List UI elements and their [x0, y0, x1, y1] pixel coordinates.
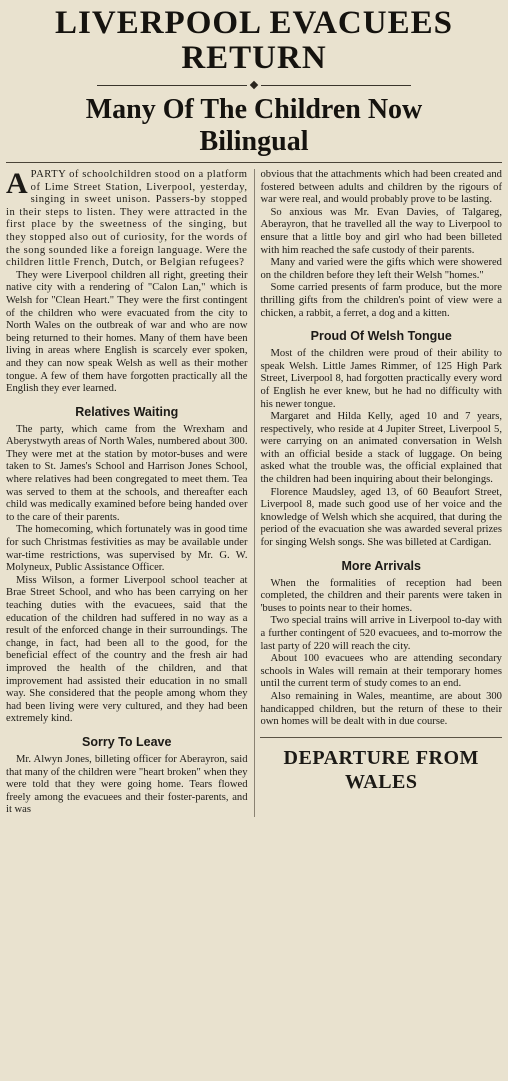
next-headline-line-1: DEPARTURE FROM — [283, 746, 479, 769]
paragraph: Margaret and Hilda Kelly, aged 10 and 7 years, respectively, who reside at 4 Jupiter Street, Liverpool 5, were carrying on an animated conversation in Welsh with an official beside a stack of luggage. On being asked what the trouble was, the official explained that the children had been inquiring about their belongings. — [260, 411, 502, 486]
paragraph: They were Liverpool children all right, greeting their native city with a rendering of "Calon Lan," which is Welsh for "Clean Heart." They were the first contingent of the children who were evacuated from the city to North Wales on the outbreak of war and who are now being returned to their homes. Many of them have been living in areas where English is scarcely ever spoken, and they can now speak Welsh as well as their mother tongue. A few of them have forgotten practically all the English they ever learned. — [6, 269, 248, 395]
section-heading: Proud Of Welsh Tongue — [310, 329, 452, 344]
diamond-ornament — [250, 81, 258, 89]
paragraph: Some carried presents of farm produce, but the more thrilling gifts from the children's point of view were a chicken, a rabbit, a ferret, a dog and a kitten. — [260, 282, 502, 319]
subheadline-line-1: Many Of The Children Now — [85, 94, 423, 125]
subheadline-line-2: Bilingual — [199, 126, 309, 157]
paragraph: The homecoming, which fortunately was in good time for such Christmas festivities as may be available under war-time restrictions, was supervised by Mr. G. W. Molyneux, Public Assistance Officer. — [6, 524, 248, 574]
section-heading: Relatives Waiting — [75, 404, 179, 419]
headline-line-1: LIVERPOOL EVACUEES — [55, 5, 453, 41]
paragraph: Mr. Alwyn Jones, billeting officer for Aberayron, said that many of the children were "heart broken" when they were told that they were going home. Tears flowed freely among the evacuees and their foster-parents, and it was — [6, 753, 248, 816]
headline-line-2: RETURN — [181, 40, 327, 76]
paragraph: Two special trains will arrive in Liverpool to-day with a further contingent of 520 evacuees, and to-morrow the last party of 220 will reach the city. — [260, 615, 502, 652]
paragraph: When the formalities of reception had been completed, the children and their parents were taken in 'buses to points near to their homes. — [260, 577, 502, 614]
section-heading: More Arrivals — [341, 558, 421, 573]
divider — [260, 737, 502, 738]
paragraph: Also remaining in Wales, meantime, are about 300 handicapped children, but the return of these to their own homes will be dealt with in due course. — [260, 690, 502, 728]
divider — [6, 162, 502, 163]
paragraph: Many and varied were the gifts which were showered on the children before they left their Welsh "homes." — [260, 257, 502, 281]
article-columns — [6, 169, 502, 817]
column-left — [6, 169, 248, 817]
paragraph: Florence Maudsley, aged 13, of 60 Beaufort Street, Liverpool 8, made such good use of her voice and the knowledge of Welsh which she acquired, that during the period of the evacuation she was awarded several prizes for singing Welsh songs. She was billeted at Cardigan. — [260, 486, 502, 549]
paragraph: Miss Wilson, a former Liverpool school teacher at Brae Street School, and who has been carrying on her teaching duties with the evacuees, said that the education of the children had suffered in no way as a result of the enforced change in their surroundings. The change, in fact, had been all to the good, for the beneficial effect of the country and the fresh air had improved the health of the children, and that improvement had assisted their education in no small way. She considered that the people among whom they had been living were very cultured, and they had been extremely kind. — [6, 574, 248, 725]
next-article-headline — [260, 746, 502, 794]
paragraph: So anxious was Mr. Evan Davies, of Talgareg, Aberayron, that he travelled all the way to Liverpool to ensure that a little boy and girl who had been billeted with him reached the safe custody of their parents. — [260, 206, 502, 256]
subheadline — [6, 94, 502, 158]
column-rule — [254, 169, 255, 817]
next-headline-line-2: WALES — [344, 770, 418, 793]
section-heading: Sorry To Leave — [82, 734, 172, 749]
paragraph: About 100 evacuees who are attending secondary schools in Wales will remain at their temporary homes until the current term of study comes to an end. — [260, 653, 502, 690]
column-right — [260, 169, 502, 817]
paragraph: APARTY of schoolchildren stood on a platform of Lime Street Station, Liverpool, yesterday, singing in sweet unison. Passers-by stopped in their steps to listen. They were attracted in the first place by the sweetness of the singing, but they stopped also out of curiosity, for the words of the song sounded like a foreign language. Were the children little French, Dutch, or Belgian refugees? — [6, 167, 248, 269]
paragraph: obvious that the attachments which had been created and fostered between adults and children by the rigours of war were real, and would probably prove to be lasting. — [260, 169, 502, 206]
ornamental-rule — [6, 82, 502, 88]
paragraph: Most of the children were proud of their ability to speak Welsh. Little James Rimmer, of 125 High Park Street, Liverpool 8, had forgotten practically every word of English he ever knew, but he had no difficulty with his newer tongue. — [260, 348, 502, 410]
paragraph: The party, which came from the Wrexham and Aberystwyth areas of North Wales, numbered about 300. They were met at the station by motor-buses and were taken to St. James's School and Harrison Jones School, where relatives had been congregated to meet them. Tea was served to them at the schools, and thereafter each child was medically examined before being handed over to the care of their parents. — [6, 423, 248, 523]
headline — [6, 6, 502, 76]
drop-cap: A — [6, 167, 28, 200]
